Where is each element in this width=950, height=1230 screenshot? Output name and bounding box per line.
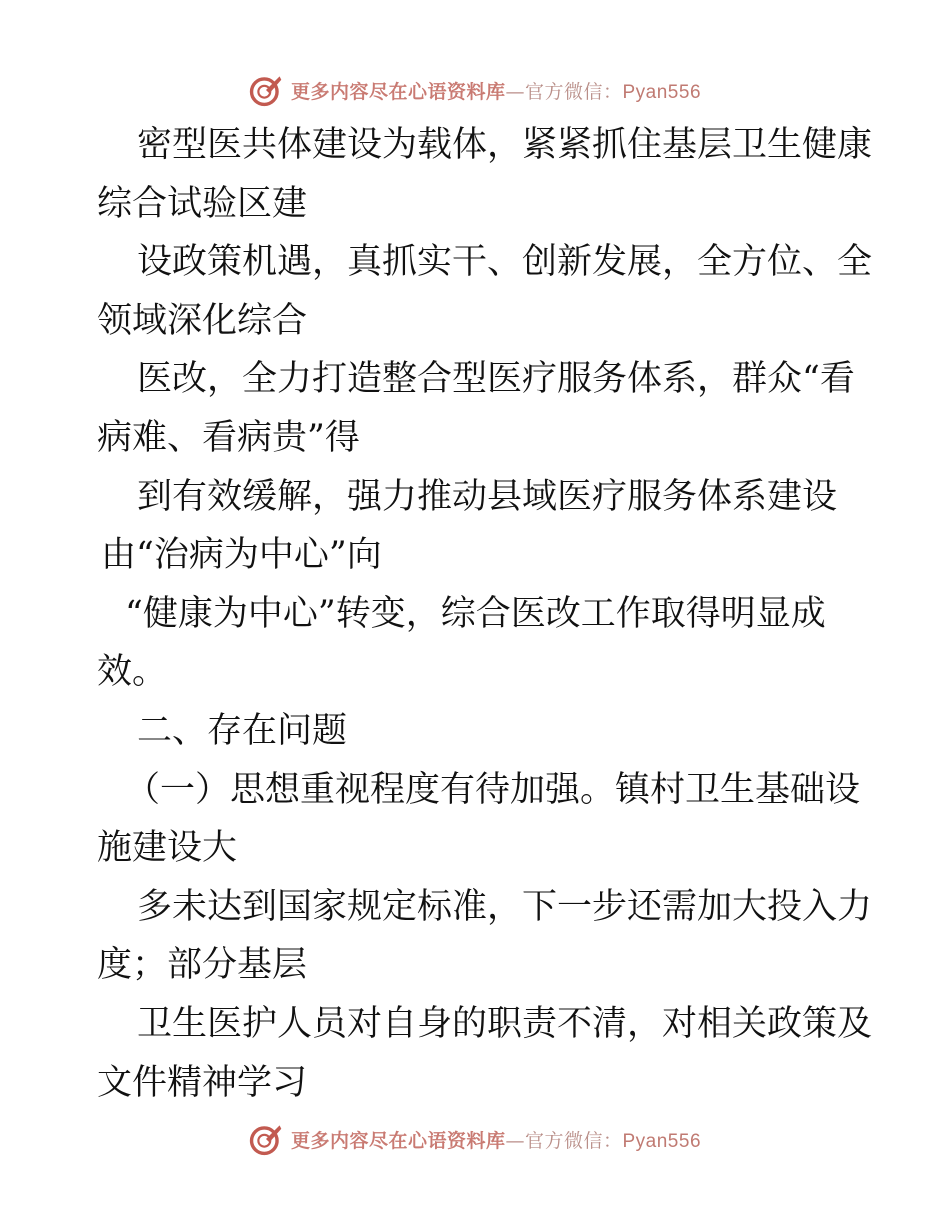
watermark-text: 更多内容尽在心语资料库 bbox=[290, 80, 506, 103]
text-line: 效。 bbox=[97, 652, 168, 693]
logo-icon bbox=[249, 73, 283, 107]
text-line: 度；部分基层 bbox=[97, 945, 308, 986]
text-line: 到有效缓解，强力推动县域医疗服务体系建设 bbox=[137, 476, 838, 517]
section-heading: 二、存在问题 bbox=[137, 710, 348, 751]
logo-icon bbox=[249, 1122, 283, 1156]
watermark-tail: —官方微信： bbox=[505, 80, 623, 103]
text-line: （一）思想重视程度有待加强。镇村卫生基础设 bbox=[125, 769, 861, 810]
text-line: 卫生医护人员对自身的职责不清，对相关政策及 bbox=[137, 1003, 873, 1044]
text-line: 医改，全力打造整合型医疗服务体系，群众“看 bbox=[137, 359, 855, 400]
watermark-tail: —官方微信： bbox=[505, 1129, 623, 1152]
text-line: 由“治病为中心”向 bbox=[101, 535, 382, 576]
watermark-text: 更多内容尽在心语资料库 bbox=[290, 1129, 506, 1152]
text-line: 文件精神学习 bbox=[97, 1062, 308, 1103]
text-line: 领域深化综合 bbox=[97, 300, 308, 341]
text-line: 密型医共体建设为载体，紧紧抓住基层卫生健康 bbox=[137, 125, 873, 165]
text-line: 病难、看病贵”得 bbox=[97, 417, 360, 458]
footer-watermark bbox=[0, 1119, 950, 1159]
text-line: “健康为中心”转变，综合医改工作取得明显成 bbox=[125, 593, 826, 634]
header-watermark bbox=[0, 70, 950, 110]
text-line: 多未达到国家规定标准，下一步还需加大投入力 bbox=[137, 886, 873, 927]
watermark-id: Pyan556 bbox=[622, 81, 702, 103]
text-line: 综合试验区建 bbox=[97, 183, 308, 224]
text-line: 设政策机遇，真抓实干、创新发展，全方位、全 bbox=[137, 242, 873, 283]
text-line: 施建设大 bbox=[97, 828, 238, 869]
watermark-id: Pyan556 bbox=[622, 1130, 702, 1152]
document-body bbox=[97, 116, 873, 1112]
